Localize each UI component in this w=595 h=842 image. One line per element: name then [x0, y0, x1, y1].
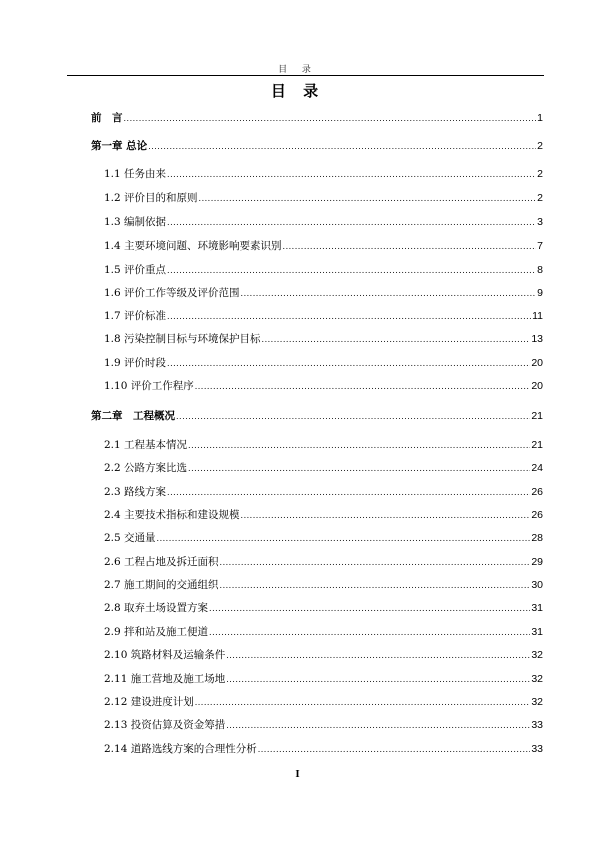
toc-leader-dots — [167, 355, 530, 372]
toc-entry-label: 2.2 公路方案比选 — [104, 462, 188, 474]
toc-entry-label: 1.6 评价工作等级及评价范围 — [104, 287, 240, 299]
toc-entry-label: 1.9 评价时段 — [104, 357, 167, 369]
toc-leader-dots — [124, 110, 537, 127]
toc-entry-1-9[interactable] — [104, 355, 543, 371]
toc-entry-2-6[interactable] — [104, 554, 543, 570]
toc-entry-page: 9 — [537, 287, 543, 299]
toc-entry-label: 2.12 建设进度计划 — [104, 696, 194, 708]
toc-leader-dots — [262, 331, 531, 348]
toc-entry-page: 33 — [531, 743, 543, 755]
toc-entry-page: 2 — [537, 192, 543, 204]
toc-entry-label: 2.11 施工营地及施工场地 — [104, 673, 226, 685]
toc-entry-2-13[interactable] — [104, 717, 543, 733]
toc-entry-2-4[interactable] — [104, 507, 543, 523]
toc-entry-label: 1.4 主要环境问题、环境影响要素识别 — [104, 240, 282, 252]
toc-entry-1-4[interactable] — [104, 238, 543, 254]
toc-entry-page: 33 — [531, 719, 543, 731]
toc-entry-2-12[interactable] — [104, 694, 543, 710]
toc-leader-dots — [157, 530, 531, 547]
toc-entry-2-2[interactable] — [104, 460, 543, 476]
toc-entry-label: 2.5 交通量 — [104, 532, 156, 544]
toc-entry-page: 2 — [537, 140, 543, 152]
toc-entry-page: 1 — [537, 112, 543, 124]
toc-leader-dots — [220, 554, 531, 571]
toc-entry-chapter-2[interactable] — [91, 408, 543, 424]
toc-entry-page: 26 — [531, 486, 543, 498]
toc-leader-dots — [226, 647, 530, 664]
toc-entry-label: 第二章 工程概况 — [91, 410, 175, 422]
toc-entry-page: 31 — [531, 602, 543, 614]
toc-leader-dots — [188, 460, 530, 477]
toc-entry-page: 26 — [531, 509, 543, 521]
toc-entry-preface[interactable] — [91, 110, 543, 126]
toc-entry-label: 2.9 拌和站及施工便道 — [104, 626, 209, 638]
toc-entry-2-10[interactable] — [104, 647, 543, 663]
toc-entry-label: 1.2 评价目的和原则 — [104, 192, 198, 204]
toc-leader-dots — [167, 214, 536, 231]
toc-entry-1-8[interactable] — [104, 331, 543, 347]
toc-entry-page: 3 — [537, 216, 543, 228]
toc-entry-label: 2.6 工程占地及拆迁面积 — [104, 556, 219, 568]
toc-entry-2-11[interactable] — [104, 671, 543, 687]
toc-entry-page: 32 — [531, 649, 543, 661]
toc-entry-page: 31 — [531, 626, 543, 638]
toc-leader-dots — [199, 190, 537, 207]
toc-leader-dots — [188, 437, 530, 454]
toc-entry-2-14[interactable] — [104, 741, 543, 757]
toc-leader-dots — [195, 378, 531, 395]
toc-entry-1-1[interactable] — [104, 166, 543, 182]
toc-entry-label: 2.10 筑路材料及运输条件 — [104, 649, 226, 661]
toc-entry-2-7[interactable] — [104, 577, 543, 593]
toc-entry-1-7[interactable] — [104, 308, 543, 324]
toc-leader-dots — [167, 262, 536, 279]
toc-entry-page: 7 — [537, 240, 543, 252]
toc-entry-label: 1.5 评价重点 — [104, 264, 167, 276]
toc-entry-label: 2.1 工程基本情况 — [104, 439, 188, 451]
toc-entry-2-8[interactable] — [104, 600, 543, 616]
toc-entry-2-1[interactable] — [104, 437, 543, 453]
toc-leader-dots — [148, 138, 536, 155]
toc-entry-1-6[interactable] — [104, 285, 543, 301]
toc-entry-page: 20 — [531, 357, 543, 369]
toc-entry-page: 2 — [537, 168, 543, 180]
toc-entry-label: 2.8 取弃土场设置方案 — [104, 602, 209, 614]
toc-leader-dots — [226, 717, 530, 734]
toc-leader-dots — [167, 166, 536, 183]
toc-leader-dots — [226, 671, 530, 688]
toc-entry-label: 第一章 总论 — [91, 140, 148, 152]
toc-entry-page: 32 — [531, 696, 543, 708]
toc-leader-dots — [258, 741, 531, 758]
toc-entry-2-5[interactable] — [104, 530, 543, 546]
toc-leader-dots — [209, 600, 530, 617]
toc-entry-page: 32 — [531, 673, 543, 685]
toc-entry-label: 2.14 道路选线方案的合理性分析 — [104, 743, 257, 755]
toc-leader-dots — [241, 285, 537, 302]
toc-leader-dots — [283, 238, 537, 255]
toc-entry-label: 2.4 主要技术指标和建设规模 — [104, 509, 240, 521]
page-title: 目 录 — [270, 82, 325, 100]
toc-entry-label: 1.7 评价标准 — [104, 310, 167, 322]
toc-entry-label: 1.1 任务由来 — [104, 168, 167, 180]
toc-entry-page: 21 — [531, 439, 543, 451]
toc-entry-label: 2.3 路线方案 — [104, 486, 167, 498]
toc-entry-page: 30 — [531, 579, 543, 591]
toc-entry-page: 29 — [531, 556, 543, 568]
toc-entry-page: 20 — [531, 380, 543, 392]
toc-leader-dots — [209, 624, 530, 641]
toc-entry-2-3[interactable] — [104, 484, 543, 500]
running-header: 目 录 — [278, 65, 317, 75]
toc-entry-1-5[interactable] — [104, 262, 543, 278]
toc-entry-label: 2.13 投资估算及资金筹措 — [104, 719, 226, 731]
toc-entry-page: 28 — [531, 532, 543, 544]
toc-entry-label: 前 言 — [91, 112, 123, 124]
toc-entry-page: 21 — [531, 410, 543, 422]
toc-entry-page: 13 — [531, 333, 543, 345]
toc-entry-page: 8 — [537, 264, 543, 276]
toc-entry-label: 1.3 编制依据 — [104, 216, 167, 228]
toc-entry-1-2[interactable] — [104, 190, 543, 206]
toc-entry-1-3[interactable] — [104, 214, 543, 230]
toc-entry-label: 1.8 污染控制目标与环境保护目标 — [104, 333, 261, 345]
toc-entry-label: 2.7 施工期间的交通组织 — [104, 579, 219, 591]
toc-entry-page: 11 — [532, 310, 543, 322]
toc-entry-1-10[interactable] — [104, 378, 543, 394]
toc-leader-dots — [241, 507, 531, 524]
toc-leader-dots — [220, 577, 531, 594]
toc-entry-chapter-1[interactable] — [91, 138, 543, 154]
header-rule — [67, 75, 544, 76]
toc-entry-label: 1.10 评价工作程序 — [104, 380, 194, 392]
toc-leader-dots — [176, 408, 530, 425]
toc-leader-dots — [167, 484, 530, 501]
page-number: I — [295, 768, 300, 780]
toc-leader-dots — [167, 308, 531, 325]
toc-leader-dots — [195, 694, 531, 711]
toc-entry-2-9[interactable] — [104, 624, 543, 640]
toc-entry-page: 24 — [531, 462, 543, 474]
